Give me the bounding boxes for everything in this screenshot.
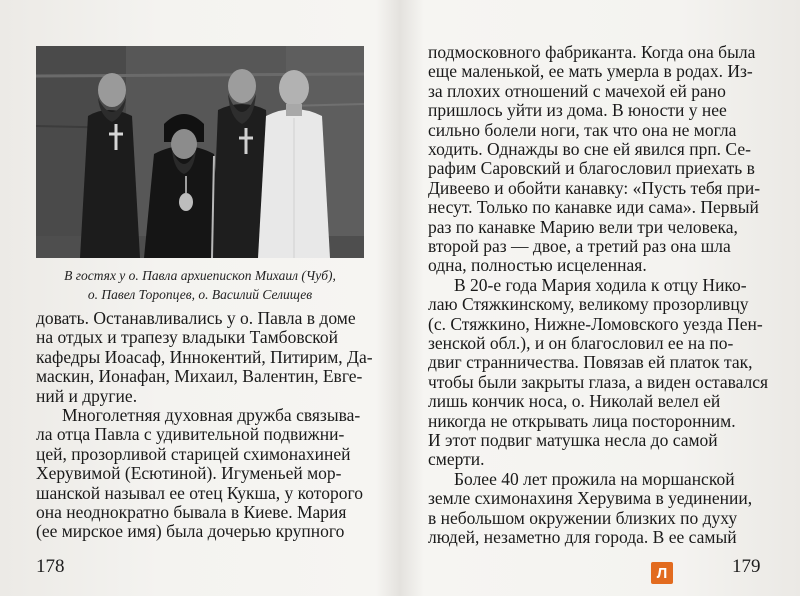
photograph-clergy xyxy=(36,46,364,258)
text-line: никогда не открывать лица посторонним. xyxy=(428,410,736,431)
photo-caption-line-2: о. Павел Торопцев, о. Василий Селищев xyxy=(87,287,313,302)
text-line: одна, полностью исцеленная. xyxy=(428,255,647,276)
page-number-right: 179 xyxy=(732,556,761,577)
text-line: лишь кончик носа, о. Николай велел ей xyxy=(428,391,721,412)
text-line: второй раз — двое, а третий раз она шла xyxy=(428,236,731,256)
text-line: раз по канавке Марию вели три человека, xyxy=(428,216,738,237)
text-line: земле схимонахиня Херувима в уединении, xyxy=(428,488,753,509)
text-line: двиг странничества. Повязав ей платок так, xyxy=(428,352,753,373)
text-line: за плохих отношений с мачехой ей рано xyxy=(428,80,726,101)
text-line: ходить. Однажды во сне ей явился прп. Се- xyxy=(428,139,751,159)
text-line: в небольшом окружении близких по духу xyxy=(428,507,738,528)
text-line: В 20-е года Мария ходила к отцу Нико- xyxy=(454,274,747,295)
text-line: пришлось уйти из дома. В юности у нее xyxy=(428,100,727,121)
publisher-logo-icon: Л xyxy=(651,562,673,584)
text-line: лаю Стяжкинскому, великому прозорливцу xyxy=(428,294,749,315)
text-line: (с. Стяжкино, Нижне-Ломовского уезда Пен- xyxy=(428,313,763,334)
page-number-left: 178 xyxy=(36,556,65,577)
text-line: ний и другие. xyxy=(36,385,138,406)
photo-caption-line-1: В гостях у о. Павла архиепископ Михаил (Чуб), xyxy=(64,268,336,283)
text-line: И этот подвиг матушка несла до самой xyxy=(428,430,718,450)
text-line: кафедры Иоасаф, Иннокентий, Питирим, Да- xyxy=(36,346,373,367)
text-line: рафим Саровский и благословил приехать в xyxy=(428,158,755,179)
text-line: еще маленькой, ее мать умерла в родах. Из- xyxy=(428,61,753,82)
text-line: Более 40 лет прожила на моршанской xyxy=(454,468,735,489)
text-line: подмосковного фабриканта. Когда она была xyxy=(428,42,756,62)
text-line: людей, незаметно для города. В ее самый xyxy=(428,527,737,547)
text-line: довать. Останавливались у о. Павла в доме xyxy=(36,308,356,328)
text-line: Дивеево и обойти канавку: «Пусть тебя при- xyxy=(428,177,761,198)
text-line: шанской называл ее отец Кукша, у которого xyxy=(36,482,363,503)
text-line: ла отца Павла с удивительной подвижни- xyxy=(36,424,345,445)
text-line: Херувимой (Есютиной). Игуменьей мор- xyxy=(36,463,342,484)
text-line: чтобы были закрыты глаза, а виден оставался xyxy=(428,371,769,392)
text-line: маскин, Ионафан, Михаил, Валентин, Евге- xyxy=(36,366,363,387)
text-line: на отдых и трапезу владыки Тамбовской xyxy=(36,327,338,348)
text-line: цей, прозорливой старицей схимонахиней xyxy=(36,443,351,464)
text-line: смерти. xyxy=(428,449,485,470)
text-line: она неоднократно бывала в Киеве. Мария xyxy=(36,502,347,522)
photograph-figures xyxy=(36,46,364,258)
text-line: сильно болели ноги, так что она не могла xyxy=(428,119,737,140)
text-line: зенской обл.), и он благословил ее на по- xyxy=(428,333,734,353)
text-line: Многолетняя духовная дружба связыва- xyxy=(62,405,361,425)
text-line: (ее мирское имя) была дочерью крупного xyxy=(36,521,345,542)
text-line: несут. Только по канавке иди сама». Первый xyxy=(428,197,759,218)
